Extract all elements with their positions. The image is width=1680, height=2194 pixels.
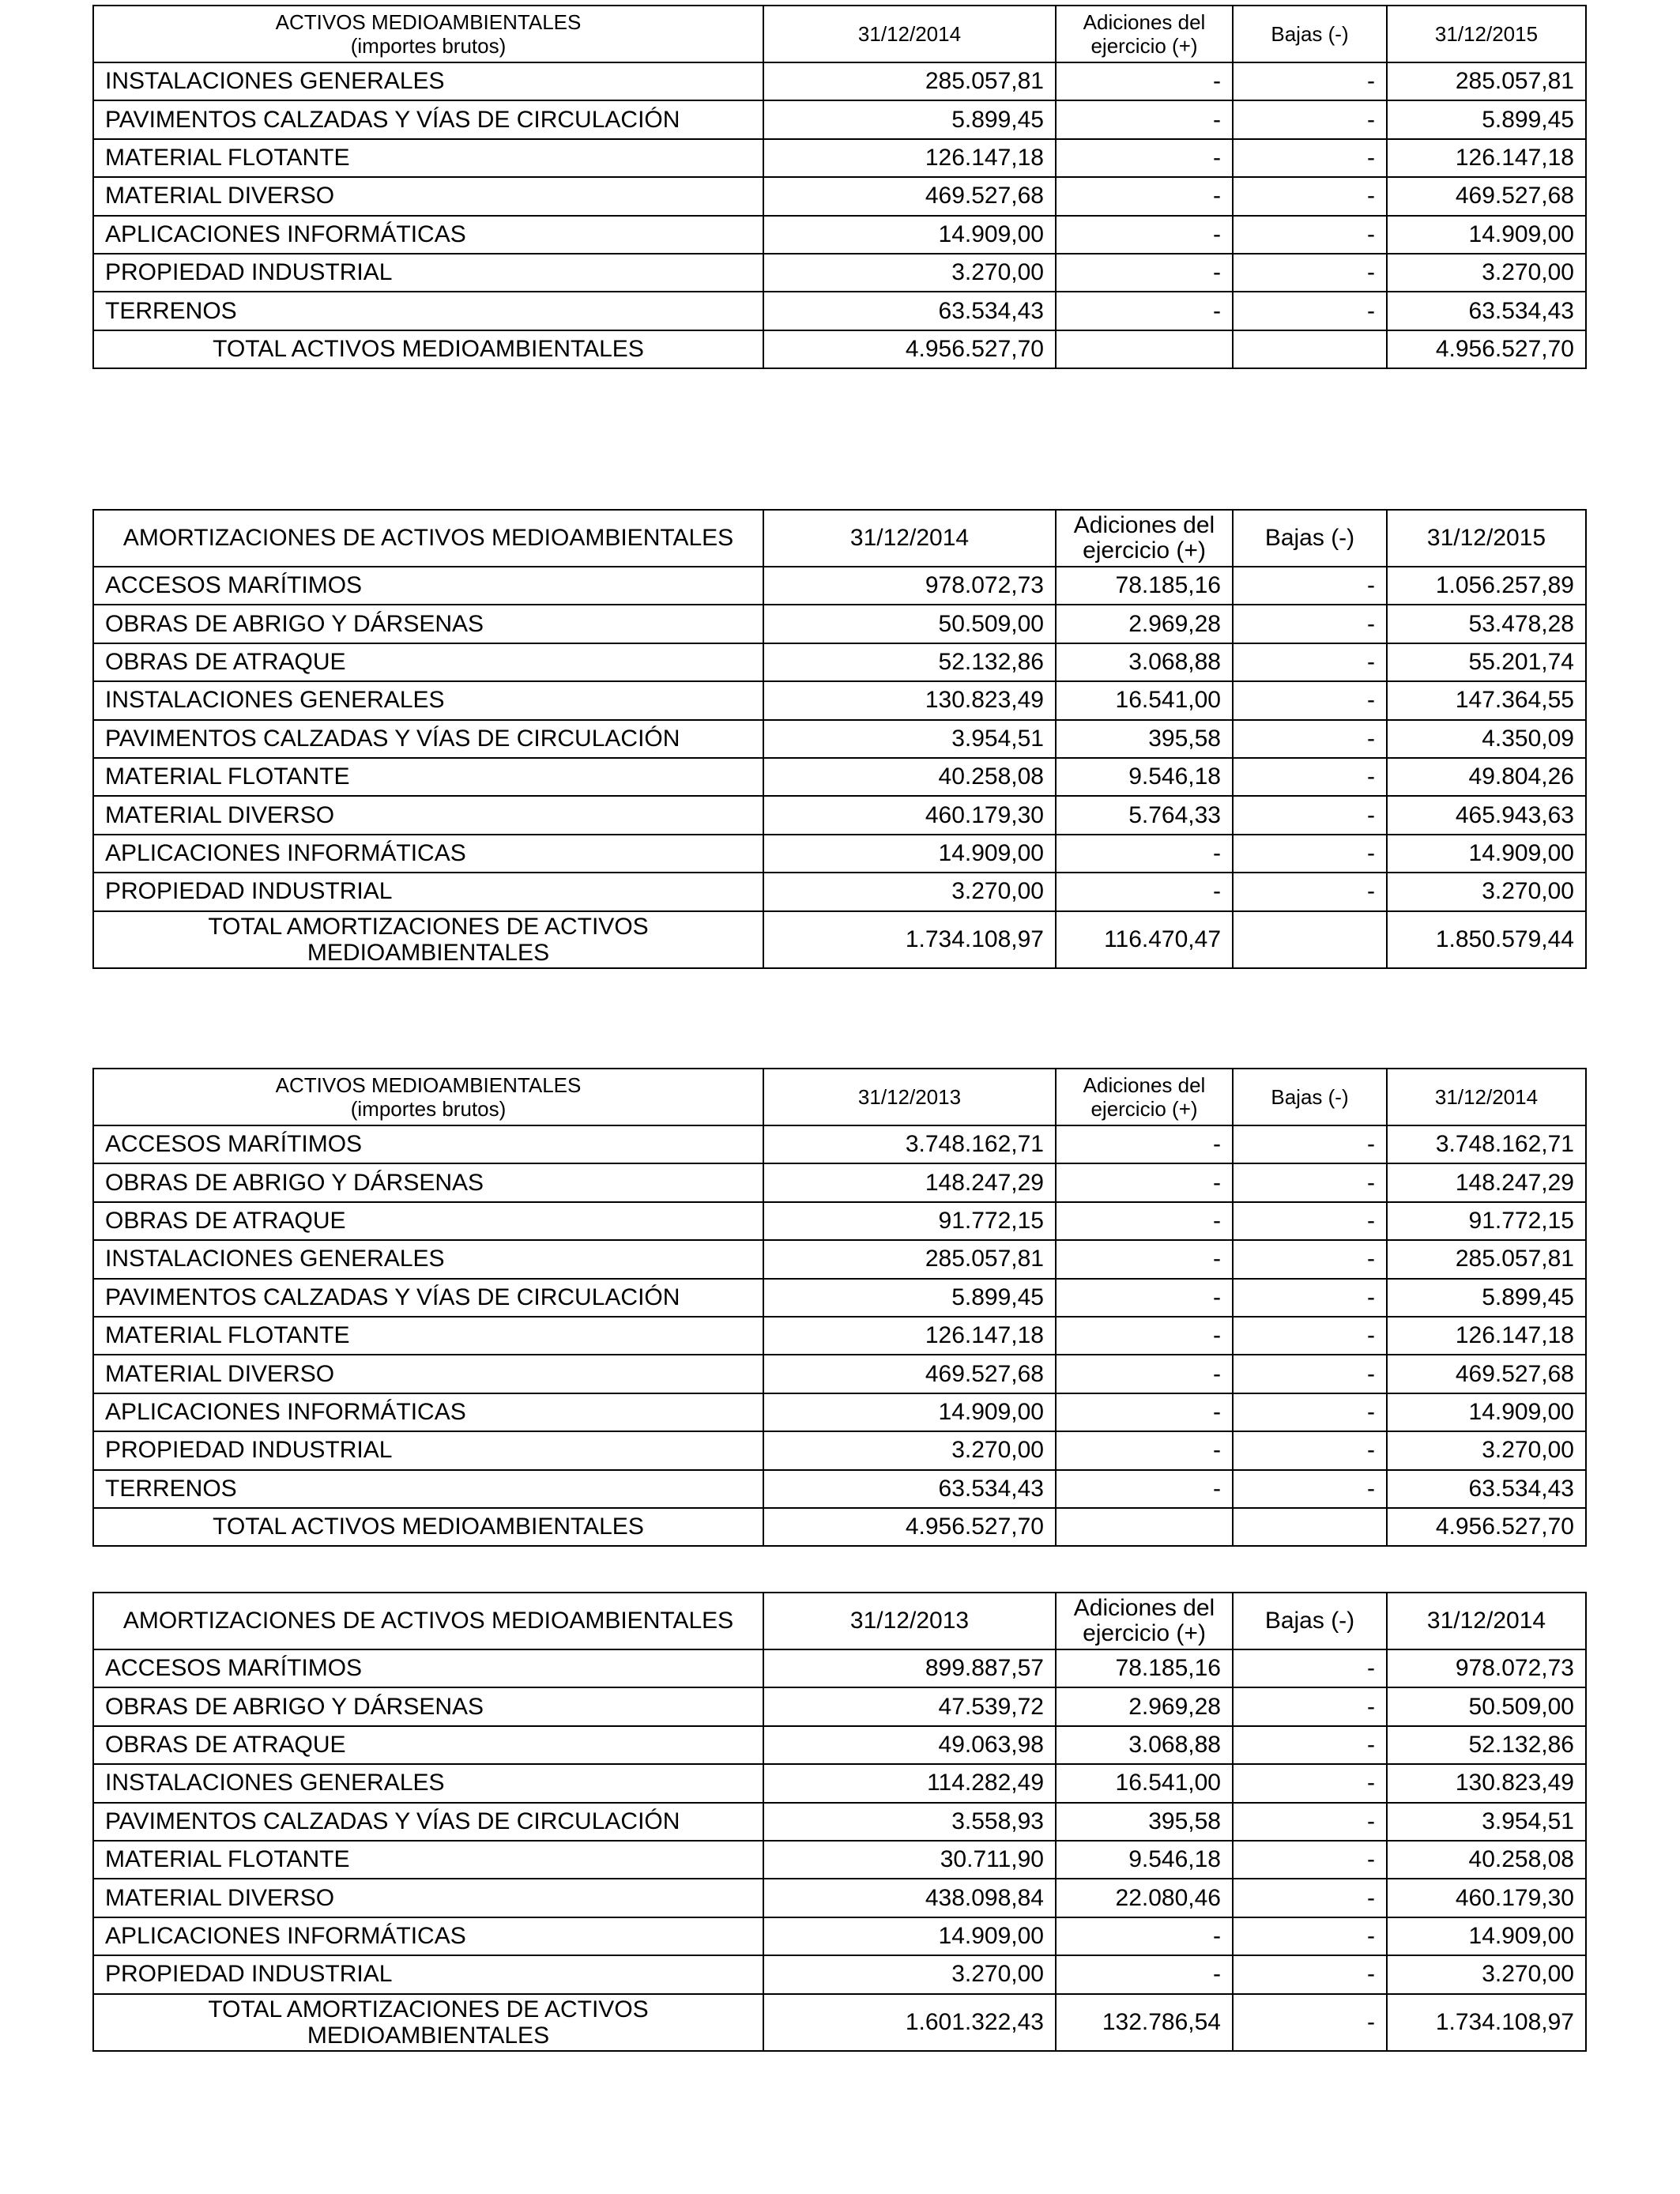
row-value: 49.063,98: [763, 1726, 1056, 1764]
column-header: 31/12/2014: [763, 6, 1056, 62]
total-value: 4.956.527,70: [763, 330, 1056, 368]
row-value: -: [1233, 1879, 1387, 1917]
row-value: 469.527,68: [763, 1355, 1056, 1393]
row-value: -: [1056, 1470, 1233, 1508]
table-row: [93, 1163, 1586, 1201]
table-row: [93, 796, 1586, 834]
row-value: 14.909,00: [1387, 1917, 1586, 1955]
row-value: -: [1233, 1240, 1387, 1278]
table-row: [93, 254, 1586, 292]
total-value: [1056, 1508, 1233, 1546]
row-value: -: [1233, 1125, 1387, 1163]
row-value: 14.909,00: [1387, 835, 1586, 873]
row-value: -: [1056, 254, 1233, 292]
row-value: 465.943,63: [1387, 796, 1586, 834]
table-row: [93, 1470, 1586, 1508]
row-label: PROPIEDAD INDUSTRIAL: [93, 873, 763, 910]
row-label: APLICACIONES INFORMÁTICAS: [93, 1917, 763, 1955]
row-value: -: [1233, 567, 1387, 605]
table-row: [93, 1841, 1586, 1879]
column-header: Bajas (-): [1233, 510, 1387, 567]
row-value: -: [1233, 1803, 1387, 1841]
row-value: 14.909,00: [763, 1917, 1056, 1955]
row-value: -: [1233, 1917, 1387, 1955]
row-value: -: [1056, 1125, 1233, 1163]
row-value: 14.909,00: [763, 1393, 1056, 1431]
row-value: -: [1233, 758, 1387, 796]
row-value: 14.909,00: [763, 835, 1056, 873]
column-header: Adiciones del ejercicio (+): [1056, 510, 1233, 567]
row-value: 14.909,00: [1387, 216, 1586, 254]
row-value: 285.057,81: [1387, 62, 1586, 100]
row-value: 16.541,00: [1056, 681, 1233, 719]
row-value: 14.909,00: [1387, 1393, 1586, 1431]
row-value: -: [1056, 1431, 1233, 1469]
row-value: 63.534,43: [763, 1470, 1056, 1508]
row-value: -: [1233, 139, 1387, 177]
row-label: OBRAS DE ATRAQUE: [93, 1726, 763, 1764]
row-label: PAVIMENTOS CALZADAS Y VÍAS DE CIRCULACIÓN: [93, 720, 763, 758]
row-label: PROPIEDAD INDUSTRIAL: [93, 1431, 763, 1469]
row-value: -: [1233, 1764, 1387, 1802]
total-row: [93, 330, 1586, 368]
row-value: 3.270,00: [1387, 873, 1586, 910]
row-value: 438.098,84: [763, 1879, 1056, 1917]
column-header: 31/12/2015: [1387, 6, 1586, 62]
row-value: 3.270,00: [763, 1955, 1056, 1993]
row-label: MATERIAL FLOTANTE: [93, 1317, 763, 1355]
row-value: -: [1233, 62, 1387, 100]
row-value: -: [1233, 1841, 1387, 1879]
row-value: -: [1233, 177, 1387, 215]
row-value: -: [1233, 1470, 1387, 1508]
row-value: 78.185,16: [1056, 1649, 1233, 1687]
row-value: -: [1056, 177, 1233, 215]
row-value: 469.527,68: [763, 177, 1056, 215]
row-label: OBRAS DE ABRIGO Y DÁRSENAS: [93, 1687, 763, 1725]
row-value: 4.350,09: [1387, 720, 1586, 758]
table-row: [93, 873, 1586, 910]
table-row: [93, 1279, 1586, 1317]
row-value: 50.509,00: [1387, 1687, 1586, 1725]
row-value: -: [1056, 1955, 1233, 1993]
row-value: -: [1056, 139, 1233, 177]
row-value: 30.711,90: [763, 1841, 1056, 1879]
row-value: 3.270,00: [1387, 1431, 1586, 1469]
column-header: 31/12/2015: [1387, 510, 1586, 567]
row-label: ACCESOS MARÍTIMOS: [93, 1649, 763, 1687]
row-value: 3.270,00: [763, 1431, 1056, 1469]
row-label: INSTALACIONES GENERALES: [93, 62, 763, 100]
row-value: 460.179,30: [1387, 1879, 1586, 1917]
row-label: MATERIAL DIVERSO: [93, 796, 763, 834]
total-value: 4.956.527,70: [1387, 330, 1586, 368]
row-label: ACCESOS MARÍTIMOS: [93, 1125, 763, 1163]
row-value: -: [1056, 216, 1233, 254]
table-row: [93, 292, 1586, 330]
total-value: 4.956.527,70: [1387, 1508, 1586, 1546]
row-value: 148.247,29: [1387, 1163, 1586, 1201]
row-value: 50.509,00: [763, 605, 1056, 643]
row-value: -: [1233, 1163, 1387, 1201]
row-value: -: [1233, 1726, 1387, 1764]
row-value: 91.772,15: [763, 1202, 1056, 1240]
row-value: 2.969,28: [1056, 605, 1233, 643]
table-row: [93, 1687, 1586, 1725]
row-value: 3.558,93: [763, 1803, 1056, 1841]
row-value: 114.282,49: [763, 1764, 1056, 1802]
row-label: MATERIAL DIVERSO: [93, 1879, 763, 1917]
total-row: [93, 1508, 1586, 1546]
row-value: -: [1233, 1355, 1387, 1393]
table-row: [93, 1879, 1586, 1917]
row-value: 3.270,00: [1387, 254, 1586, 292]
row-value: 63.534,43: [763, 292, 1056, 330]
row-value: 126.147,18: [1387, 139, 1586, 177]
column-header: AMORTIZACIONES DE ACTIVOS MEDIOAMBIENTALES: [93, 510, 763, 567]
column-header: 31/12/2013: [763, 1069, 1056, 1125]
row-value: -: [1056, 1317, 1233, 1355]
column-header: Bajas (-): [1233, 1593, 1387, 1649]
table-row: [93, 643, 1586, 681]
row-value: -: [1056, 1355, 1233, 1393]
row-label: INSTALACIONES GENERALES: [93, 1240, 763, 1278]
column-header: 31/12/2014: [1387, 1069, 1586, 1125]
table-row: [93, 1202, 1586, 1240]
row-value: 3.270,00: [1387, 1955, 1586, 1993]
row-value: 22.080,46: [1056, 1879, 1233, 1917]
table-row: [93, 1955, 1586, 1993]
row-value: 469.527,68: [1387, 1355, 1586, 1393]
total-label: TOTAL AMORTIZACIONES DE ACTIVOS MEDIOAMBIENTALES: [93, 1994, 763, 2051]
row-label: APLICACIONES INFORMÁTICAS: [93, 835, 763, 873]
row-value: -: [1233, 292, 1387, 330]
row-value: 3.748.162,71: [1387, 1125, 1586, 1163]
row-value: 147.364,55: [1387, 681, 1586, 719]
row-label: MATERIAL FLOTANTE: [93, 758, 763, 796]
total-label: TOTAL AMORTIZACIONES DE ACTIVOS MEDIOAMBIENTALES: [93, 911, 763, 968]
table-row: [93, 681, 1586, 719]
column-header: ACTIVOS MEDIOAMBIENTALES (importes brutos): [93, 1069, 763, 1125]
total-label: TOTAL ACTIVOS MEDIOAMBIENTALES: [93, 1508, 763, 1546]
table-row: [93, 567, 1586, 605]
row-value: 5.899,45: [1387, 1279, 1586, 1317]
row-label: PAVIMENTOS CALZADAS Y VÍAS DE CIRCULACIÓN: [93, 100, 763, 138]
row-value: 49.804,26: [1387, 758, 1586, 796]
table-header-row: [93, 510, 1586, 567]
row-value: 395,58: [1056, 1803, 1233, 1841]
row-label: PROPIEDAD INDUSTRIAL: [93, 254, 763, 292]
row-value: 978.072,73: [763, 567, 1056, 605]
row-value: 52.132,86: [763, 643, 1056, 681]
table-row: [93, 1764, 1586, 1802]
column-header: Bajas (-): [1233, 6, 1387, 62]
table-row: [93, 1431, 1586, 1469]
row-value: 126.147,18: [763, 139, 1056, 177]
row-value: -: [1056, 835, 1233, 873]
row-value: -: [1056, 1393, 1233, 1431]
row-value: -: [1056, 1279, 1233, 1317]
row-value: -: [1056, 873, 1233, 910]
row-value: -: [1056, 62, 1233, 100]
total-value: [1233, 911, 1387, 968]
row-value: 3.270,00: [763, 873, 1056, 910]
row-value: 3.068,88: [1056, 643, 1233, 681]
row-value: 126.147,18: [763, 1317, 1056, 1355]
row-value: -: [1233, 1317, 1387, 1355]
row-value: 460.179,30: [763, 796, 1056, 834]
row-label: PROPIEDAD INDUSTRIAL: [93, 1955, 763, 1993]
row-value: -: [1056, 292, 1233, 330]
table-row: [93, 100, 1586, 138]
table-row: [93, 177, 1586, 215]
total-value: 132.786,54: [1056, 1994, 1233, 2051]
total-value: [1233, 330, 1387, 368]
row-value: -: [1233, 681, 1387, 719]
row-value: 126.147,18: [1387, 1317, 1586, 1355]
table-row: [93, 835, 1586, 873]
row-value: 2.969,28: [1056, 1687, 1233, 1725]
column-header: ACTIVOS MEDIOAMBIENTALES (importes brutos): [93, 6, 763, 62]
row-label: OBRAS DE ATRAQUE: [93, 1202, 763, 1240]
row-value: 78.185,16: [1056, 567, 1233, 605]
row-value: 47.539,72: [763, 1687, 1056, 1725]
table-row: [93, 1803, 1586, 1841]
row-value: -: [1233, 605, 1387, 643]
row-label: MATERIAL FLOTANTE: [93, 1841, 763, 1879]
row-value: 978.072,73: [1387, 1649, 1586, 1687]
total-value: [1056, 330, 1233, 368]
row-label: APLICACIONES INFORMÁTICAS: [93, 216, 763, 254]
total-row: [93, 1994, 1586, 2051]
row-value: 3.954,51: [1387, 1803, 1586, 1841]
row-value: -: [1233, 216, 1387, 254]
row-value: 130.823,49: [763, 681, 1056, 719]
row-value: 5.899,45: [763, 100, 1056, 138]
row-value: -: [1056, 1163, 1233, 1201]
table-row: [93, 1393, 1586, 1431]
row-label: INSTALACIONES GENERALES: [93, 1764, 763, 1802]
row-value: 9.546,18: [1056, 1841, 1233, 1879]
row-value: -: [1233, 873, 1387, 910]
row-label: MATERIAL DIVERSO: [93, 177, 763, 215]
row-label: TERRENOS: [93, 1470, 763, 1508]
total-value: [1233, 1508, 1387, 1546]
row-value: 63.534,43: [1387, 1470, 1586, 1508]
row-value: 469.527,68: [1387, 177, 1586, 215]
total-value: 4.956.527,70: [763, 1508, 1056, 1546]
row-value: 3.748.162,71: [763, 1125, 1056, 1163]
row-label: APLICACIONES INFORMÁTICAS: [93, 1393, 763, 1431]
row-value: 5.899,45: [1387, 100, 1586, 138]
row-label: PAVIMENTOS CALZADAS Y VÍAS DE CIRCULACIÓN: [93, 1803, 763, 1841]
row-value: 91.772,15: [1387, 1202, 1586, 1240]
table-row: [93, 216, 1586, 254]
row-label: OBRAS DE ABRIGO Y DÁRSENAS: [93, 605, 763, 643]
activos-2015-table: [92, 5, 1587, 369]
column-header: 31/12/2013: [763, 1593, 1056, 1649]
row-value: 5.899,45: [763, 1279, 1056, 1317]
row-value: 3.270,00: [763, 254, 1056, 292]
row-value: 40.258,08: [763, 758, 1056, 796]
row-value: 16.541,00: [1056, 1764, 1233, 1802]
table-row: [93, 1917, 1586, 1955]
table-row: [93, 1125, 1586, 1163]
row-value: 63.534,43: [1387, 292, 1586, 330]
row-value: -: [1233, 1649, 1387, 1687]
row-value: -: [1233, 643, 1387, 681]
row-value: 285.057,81: [763, 62, 1056, 100]
row-value: -: [1233, 1687, 1387, 1725]
row-value: 3.068,88: [1056, 1726, 1233, 1764]
total-row: [93, 911, 1586, 968]
table-header-row: [93, 1069, 1586, 1125]
row-value: -: [1233, 1393, 1387, 1431]
table-row: [93, 1726, 1586, 1764]
column-header: Adiciones del ejercicio (+): [1056, 1593, 1233, 1649]
row-value: 52.132,86: [1387, 1726, 1586, 1764]
activos-2014-table: [92, 1068, 1587, 1547]
amortizaciones-2014-table: [92, 1592, 1587, 2052]
table-row: [93, 1649, 1586, 1687]
column-header: 31/12/2014: [763, 510, 1056, 567]
total-value: 1.734.108,97: [763, 911, 1056, 968]
total-value: 116.470,47: [1056, 911, 1233, 968]
row-value: -: [1233, 1202, 1387, 1240]
row-value: 9.546,18: [1056, 758, 1233, 796]
column-header: Adiciones del ejercicio (+): [1056, 1069, 1233, 1125]
row-value: 148.247,29: [763, 1163, 1056, 1201]
row-value: 285.057,81: [1387, 1240, 1586, 1278]
row-label: TERRENOS: [93, 292, 763, 330]
row-value: 40.258,08: [1387, 1841, 1586, 1879]
column-header: Adiciones del ejercicio (+): [1056, 6, 1233, 62]
row-value: 899.887,57: [763, 1649, 1056, 1687]
row-label: MATERIAL DIVERSO: [93, 1355, 763, 1393]
table-header-row: [93, 6, 1586, 62]
row-label: MATERIAL FLOTANTE: [93, 139, 763, 177]
table-row: [93, 605, 1586, 643]
row-value: -: [1233, 1279, 1387, 1317]
column-header: AMORTIZACIONES DE ACTIVOS MEDIOAMBIENTALES: [93, 1593, 763, 1649]
row-value: -: [1233, 835, 1387, 873]
row-value: -: [1233, 100, 1387, 138]
column-header: 31/12/2014: [1387, 1593, 1586, 1649]
row-value: 3.954,51: [763, 720, 1056, 758]
table-header-row: [93, 1593, 1586, 1649]
row-value: 5.764,33: [1056, 796, 1233, 834]
total-value: 1.850.579,44: [1387, 911, 1586, 968]
table-row: [93, 1240, 1586, 1278]
row-label: OBRAS DE ABRIGO Y DÁRSENAS: [93, 1163, 763, 1201]
row-value: 55.201,74: [1387, 643, 1586, 681]
table-row: [93, 758, 1586, 796]
total-value: 1.734.108,97: [1387, 1994, 1586, 2051]
row-label: ACCESOS MARÍTIMOS: [93, 567, 763, 605]
row-value: -: [1056, 100, 1233, 138]
row-value: -: [1233, 796, 1387, 834]
row-value: -: [1233, 720, 1387, 758]
table-row: [93, 62, 1586, 100]
row-value: -: [1233, 1431, 1387, 1469]
table-row: [93, 139, 1586, 177]
table-row: [93, 1317, 1586, 1355]
row-value: -: [1233, 254, 1387, 292]
row-value: -: [1056, 1202, 1233, 1240]
total-value: 1.601.322,43: [763, 1994, 1056, 2051]
row-value: 14.909,00: [763, 216, 1056, 254]
row-value: -: [1056, 1240, 1233, 1278]
total-label: TOTAL ACTIVOS MEDIOAMBIENTALES: [93, 330, 763, 368]
row-value: 1.056.257,89: [1387, 567, 1586, 605]
row-value: -: [1233, 1955, 1387, 1993]
table-row: [93, 720, 1586, 758]
amortizaciones-2015-table: [92, 509, 1587, 969]
column-header: Bajas (-): [1233, 1069, 1387, 1125]
row-value: 395,58: [1056, 720, 1233, 758]
row-value: 130.823,49: [1387, 1764, 1586, 1802]
row-value: 285.057,81: [763, 1240, 1056, 1278]
total-value: -: [1233, 1994, 1387, 2051]
row-label: PAVIMENTOS CALZADAS Y VÍAS DE CIRCULACIÓN: [93, 1279, 763, 1317]
row-label: INSTALACIONES GENERALES: [93, 681, 763, 719]
row-label: OBRAS DE ATRAQUE: [93, 643, 763, 681]
row-value: -: [1056, 1917, 1233, 1955]
table-row: [93, 1355, 1586, 1393]
row-value: 53.478,28: [1387, 605, 1586, 643]
